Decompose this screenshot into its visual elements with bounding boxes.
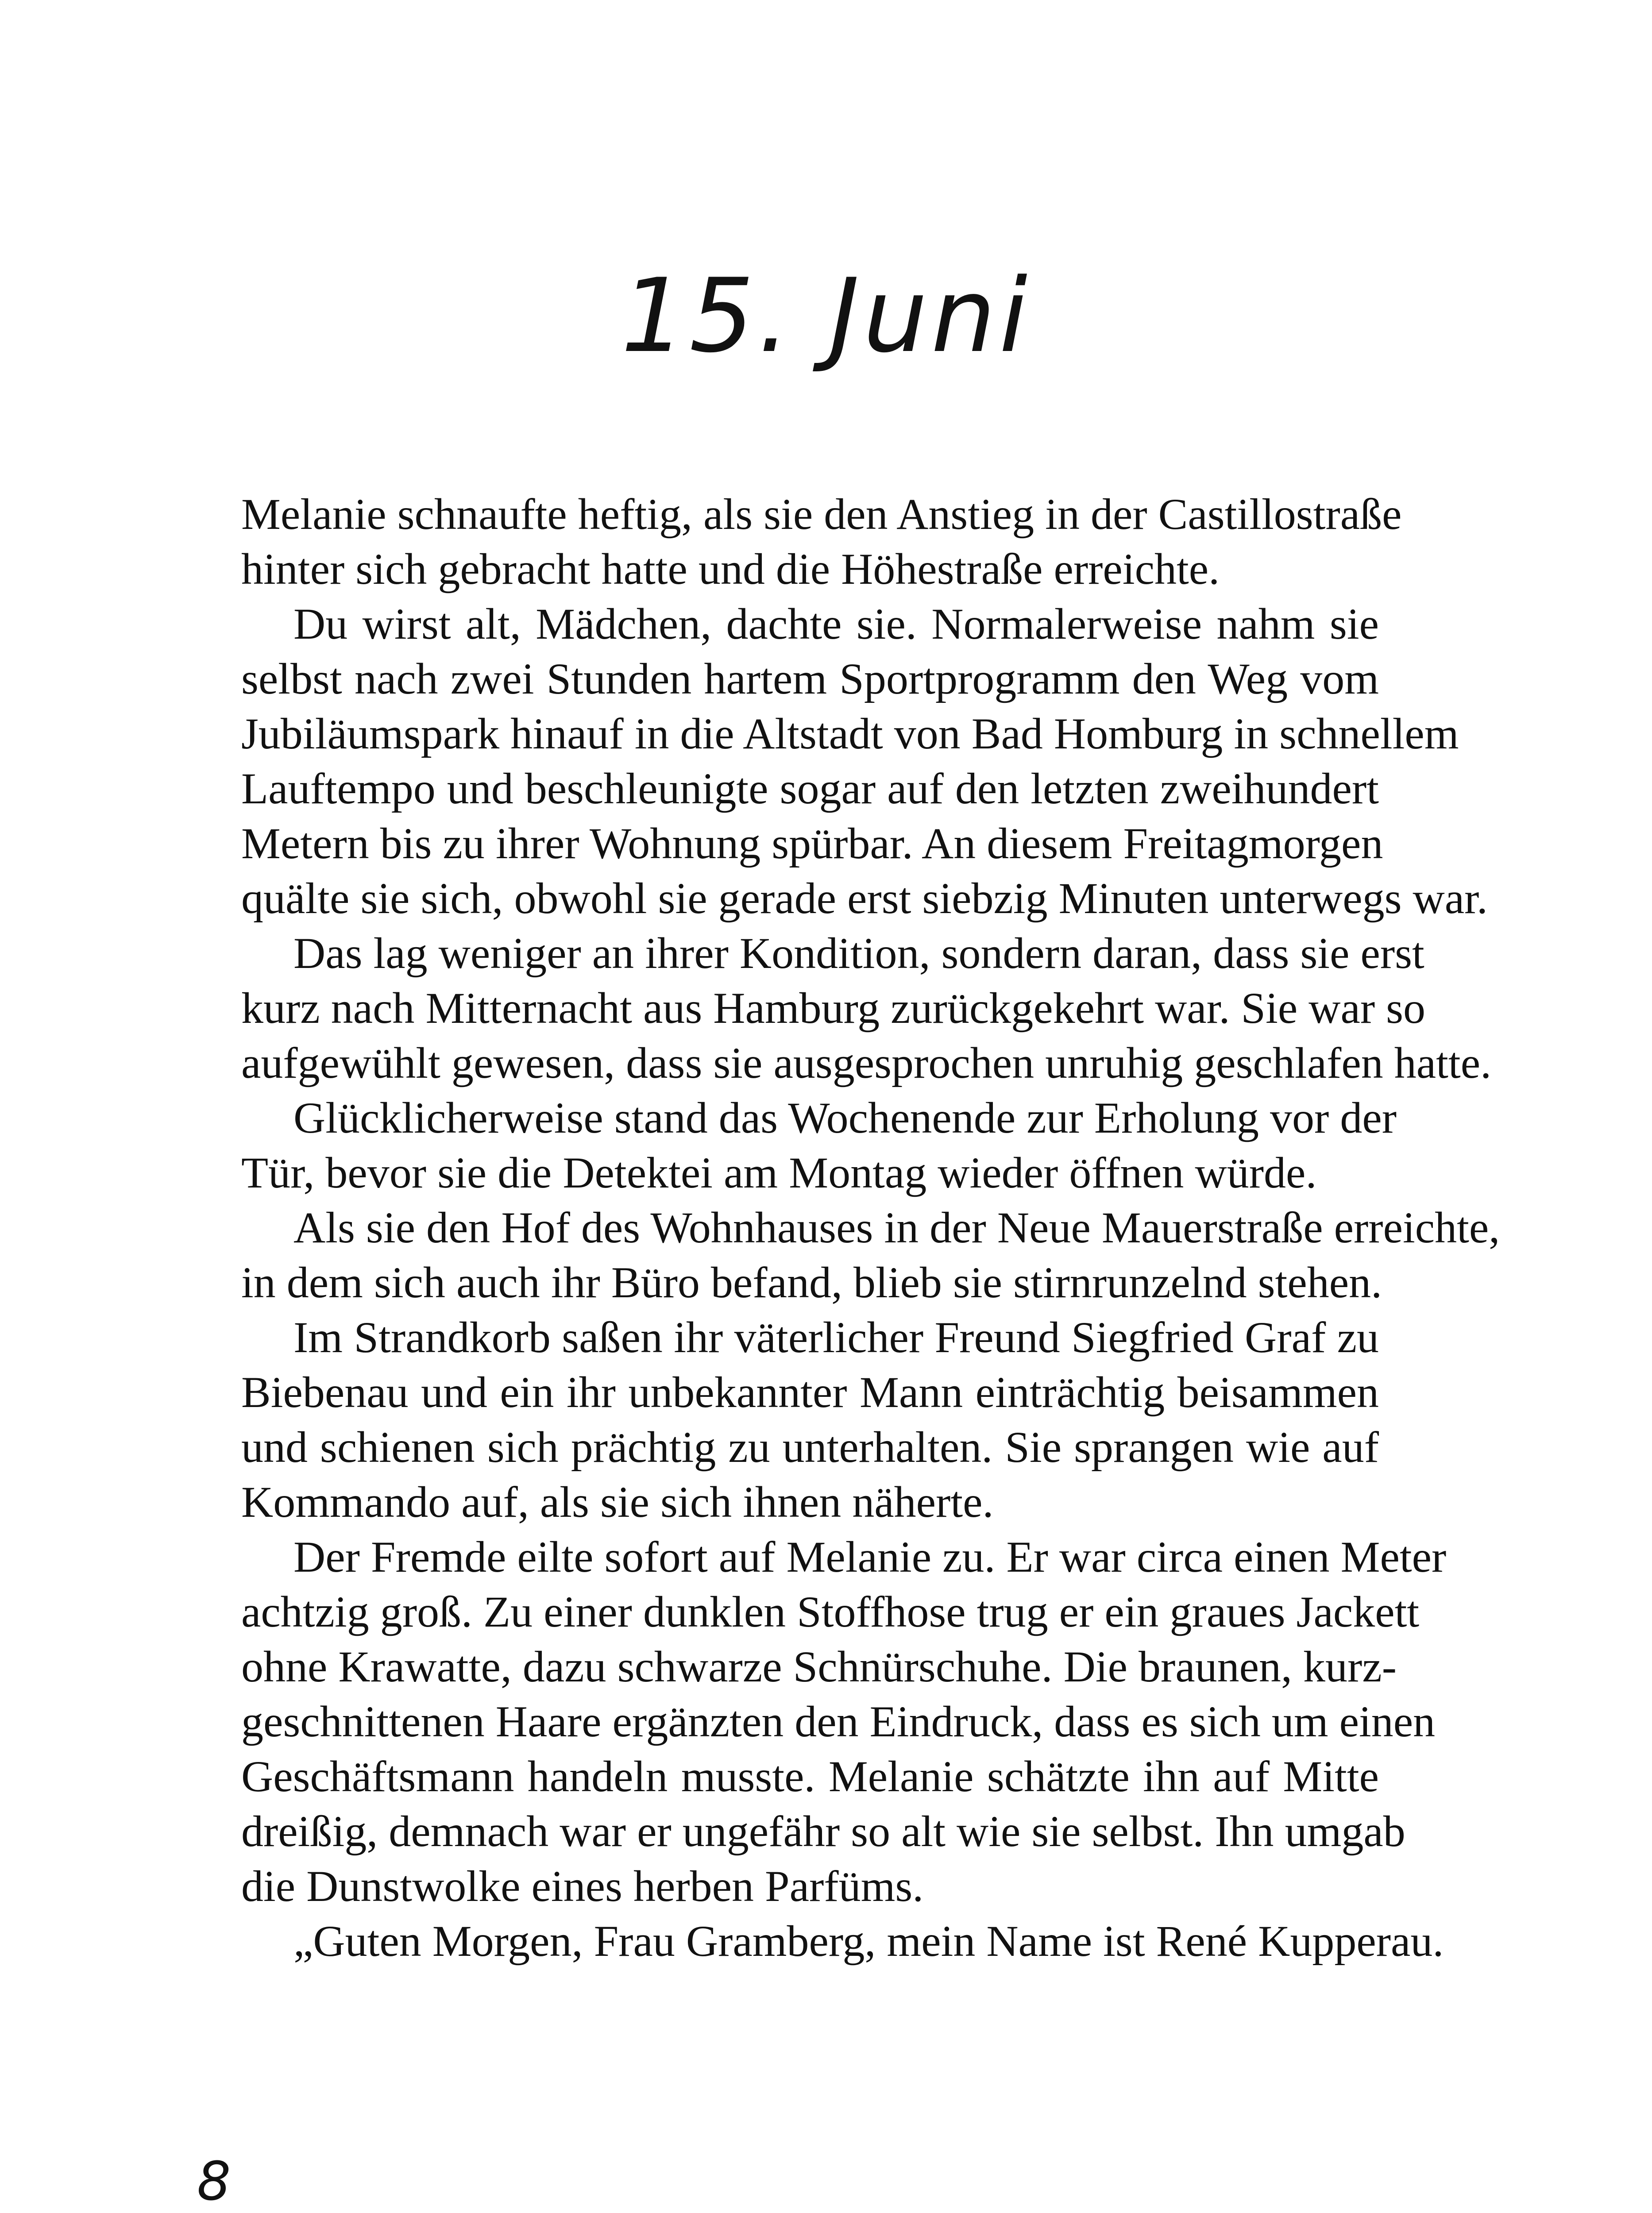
text-line: und schienen sich prächtig zu unterhalten. Sie sprangen wie auf bbox=[241, 1423, 1379, 1472]
text-line: ohne Krawatte, dazu schwarze Schnürschuhe. Die braunen, kurz- bbox=[241, 1642, 1397, 1691]
text-line: Melanie schnaufte heftig, als sie den Anstieg in der Castillostraße bbox=[241, 490, 1402, 539]
text-line: achtzig groß. Zu einer dunklen Stoffhose trug er ein graues Jackett bbox=[241, 1587, 1420, 1636]
text-line: Biebenau und ein ihr unbekannter Mann einträchtig beisammen bbox=[241, 1368, 1379, 1417]
chapter-title: 15. Juni bbox=[621, 257, 1031, 375]
text-line: geschnittenen Haare ergänzten den Eindruck, dass es sich um einen bbox=[241, 1697, 1436, 1746]
text-line: hinter sich gebracht hatte und die Höhestraße erreichte. bbox=[241, 544, 1220, 594]
text-line: Du wirst alt, Mädchen, dachte sie. Normalerweise nahm sie bbox=[293, 599, 1379, 648]
text-line: Jubiläumspark hinauf in die Altstadt von Bad Homburg in schnellem bbox=[241, 709, 1459, 758]
text-line: dreißig, demnach war er ungefähr so alt wie sie selbst. Ihn umgab bbox=[241, 1807, 1405, 1856]
page-number: 8 bbox=[197, 2151, 231, 2213]
text-line: aufgewühlt gewesen, dass sie ausgesprochen unruhig geschlafen hatte. bbox=[241, 1038, 1492, 1087]
text-line: Im Strandkorb saßen ihr väterlicher Freund Siegfried Graf zu bbox=[293, 1313, 1379, 1362]
text-line: die Dunstwolke eines herben Parfüms. bbox=[241, 1862, 924, 1911]
text-line: Als sie den Hof des Wohnhauses in der Neue Mauerstraße erreichte, bbox=[293, 1203, 1500, 1252]
text-line: selbst nach zwei Stunden hartem Sportprogramm den Weg vom bbox=[241, 654, 1379, 703]
text-line: „Guten Morgen, Frau Gramberg, mein Name ist René Kupperau. bbox=[293, 1916, 1444, 1966]
text-line: Kommando auf, als sie sich ihnen näherte. bbox=[241, 1477, 994, 1527]
text-line: Das lag weniger an ihrer Kondition, sondern daran, dass sie erst bbox=[293, 929, 1424, 978]
text-line: Geschäftsmann handeln musste. Melanie schätzte ihn auf Mitte bbox=[241, 1752, 1379, 1801]
text-line: Lauftempo und beschleunigte sogar auf den letzten zweihundert bbox=[241, 764, 1379, 813]
text-line: Der Fremde eilte sofort auf Melanie zu. Er war circa einen Meter bbox=[293, 1532, 1447, 1581]
text-line: quälte sie sich, obwohl sie gerade erst siebzig Minuten unterwegs war. bbox=[241, 874, 1488, 923]
text-line: Metern bis zu ihrer Wohnung spürbar. An diesem Freitagmorgen bbox=[241, 819, 1383, 868]
text-line: Tür, bevor sie die Detektei am Montag wieder öffnen würde. bbox=[241, 1148, 1317, 1197]
body-text bbox=[241, 487, 1500, 1969]
text-line: Glücklicherweise stand das Wochenende zur Erholung vor der bbox=[293, 1093, 1397, 1142]
text-line: kurz nach Mitternacht aus Hamburg zurückgekehrt war. Sie war so bbox=[241, 983, 1426, 1033]
text-line: in dem sich auch ihr Büro befand, blieb sie stirnrunzelnd stehen. bbox=[241, 1258, 1382, 1307]
